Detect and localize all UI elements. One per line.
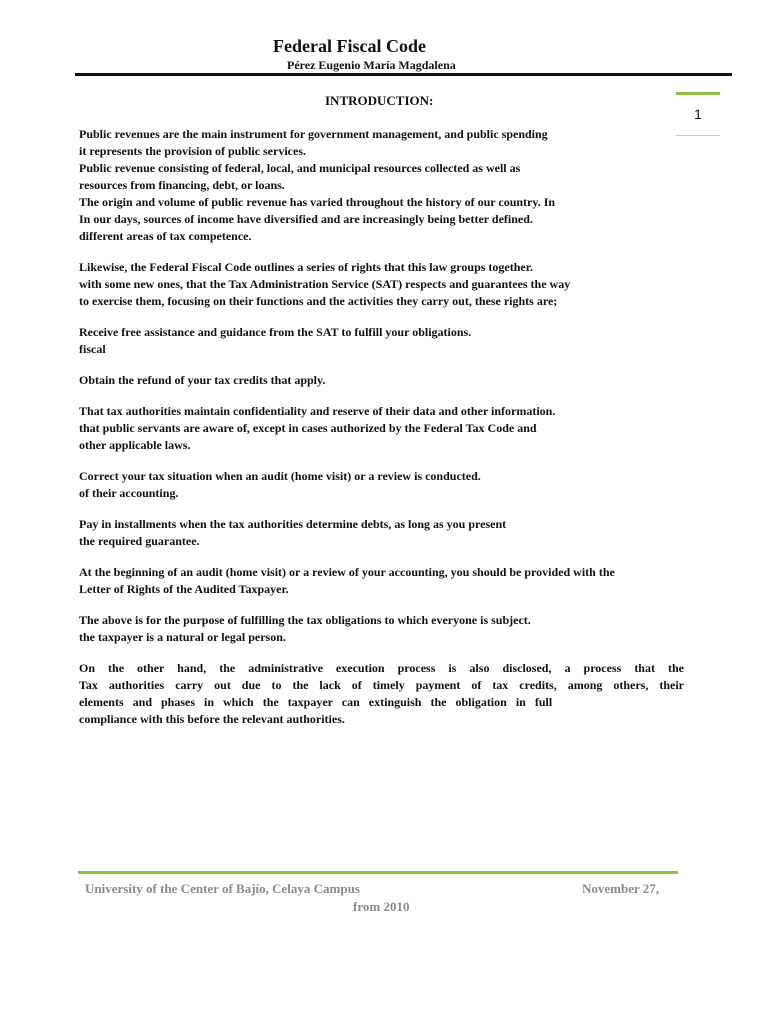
paragraph: [79, 324, 684, 358]
footer-date: November 27,: [582, 881, 660, 896]
text-line: the taxpayer is a natural or legal person.: [79, 630, 286, 644]
paragraph: [79, 660, 684, 728]
paragraph: [79, 194, 684, 245]
text-line: Public revenues are the main instrument for government management, and public spending: [79, 127, 548, 141]
text-line: Tax authorities carry out due to the lack of timely payment of tax credits, among others, their: [79, 678, 684, 692]
paragraph: [79, 612, 684, 646]
page-number-top-rule: [676, 92, 720, 95]
text-line: Likewise, the Federal Fiscal Code outlines a series of rights that this law groups together.: [79, 260, 533, 274]
paragraph: [79, 372, 684, 389]
text-line: fiscal: [79, 342, 106, 356]
text-line: On the other hand, the administrative execution process is also disclosed, a process that the: [79, 661, 684, 675]
paragraph: [79, 516, 684, 550]
text-line: That tax authorities maintain confidentiality and reserve of their data and other information.: [79, 404, 556, 418]
paragraph: [79, 403, 684, 454]
text-line: different areas of tax competence.: [79, 229, 252, 243]
text-line: Receive free assistance and guidance from the SAT to fulfill your obligations.: [79, 325, 472, 339]
text-line: it represents the provision of public services.: [79, 144, 306, 158]
text-line: The above is for the purpose of fulfilling the tax obligations to which everyone is subject.: [79, 613, 531, 627]
text-line: Correct your tax situation when an audit (home visit) or a review is conducted.: [79, 469, 481, 483]
paragraph: [79, 160, 684, 194]
paragraph: [79, 259, 684, 310]
page-number: 1: [694, 106, 702, 122]
footer-date-continued: from 2010: [353, 899, 410, 914]
text-line: that public servants are aware of, except in cases authorized by the Federal Tax Code and: [79, 421, 537, 435]
header-rule: [75, 73, 732, 76]
text-line: The origin and volume of public revenue has varied throughout the history of our country. In: [79, 195, 556, 209]
section-heading: INTRODUCTION:: [325, 93, 434, 108]
text-line: Obtain the refund of your tax credits that apply.: [79, 373, 326, 387]
document-author: Pérez Eugenio María Magdalena: [287, 58, 456, 72]
text-line: other applicable laws.: [79, 438, 191, 452]
text-line: the required guarantee.: [79, 534, 200, 548]
text-line: Public revenue consisting of federal, local, and municipal resources collected as well as: [79, 161, 521, 175]
text-line: elements and phases in which the taxpayer can extinguish the obligation in full: [79, 695, 553, 709]
body-text: [79, 126, 684, 742]
text-line: In our days, sources of income have diversified and are increasingly being better defined.: [79, 212, 533, 226]
document-title: Federal Fiscal Code: [273, 36, 426, 56]
text-line: resources from financing, debt, or loans.: [79, 178, 285, 192]
text-line: Pay in installments when the tax authorities determine debts, as long as you present: [79, 517, 507, 531]
text-line: At the beginning of an audit (home visit) or a review of your accounting, you should be provided with the: [79, 565, 615, 579]
text-line: to exercise them, focusing on their functions and the activities they carry out, these rights are;: [79, 294, 558, 308]
paragraph: [79, 468, 684, 502]
footer-institution: University of the Center of Bajío, Celaya Campus: [85, 881, 360, 896]
text-line: compliance with this before the relevant authorities.: [79, 712, 345, 726]
text-line: of their accounting.: [79, 486, 179, 500]
paragraph: [79, 126, 684, 160]
paragraph: [79, 564, 684, 598]
footer-rule: [78, 871, 678, 874]
text-line: Letter of Rights of the Audited Taxpayer.: [79, 582, 289, 596]
text-line: with some new ones, that the Tax Administration Service (SAT) respects and guarantees the way: [79, 277, 571, 291]
